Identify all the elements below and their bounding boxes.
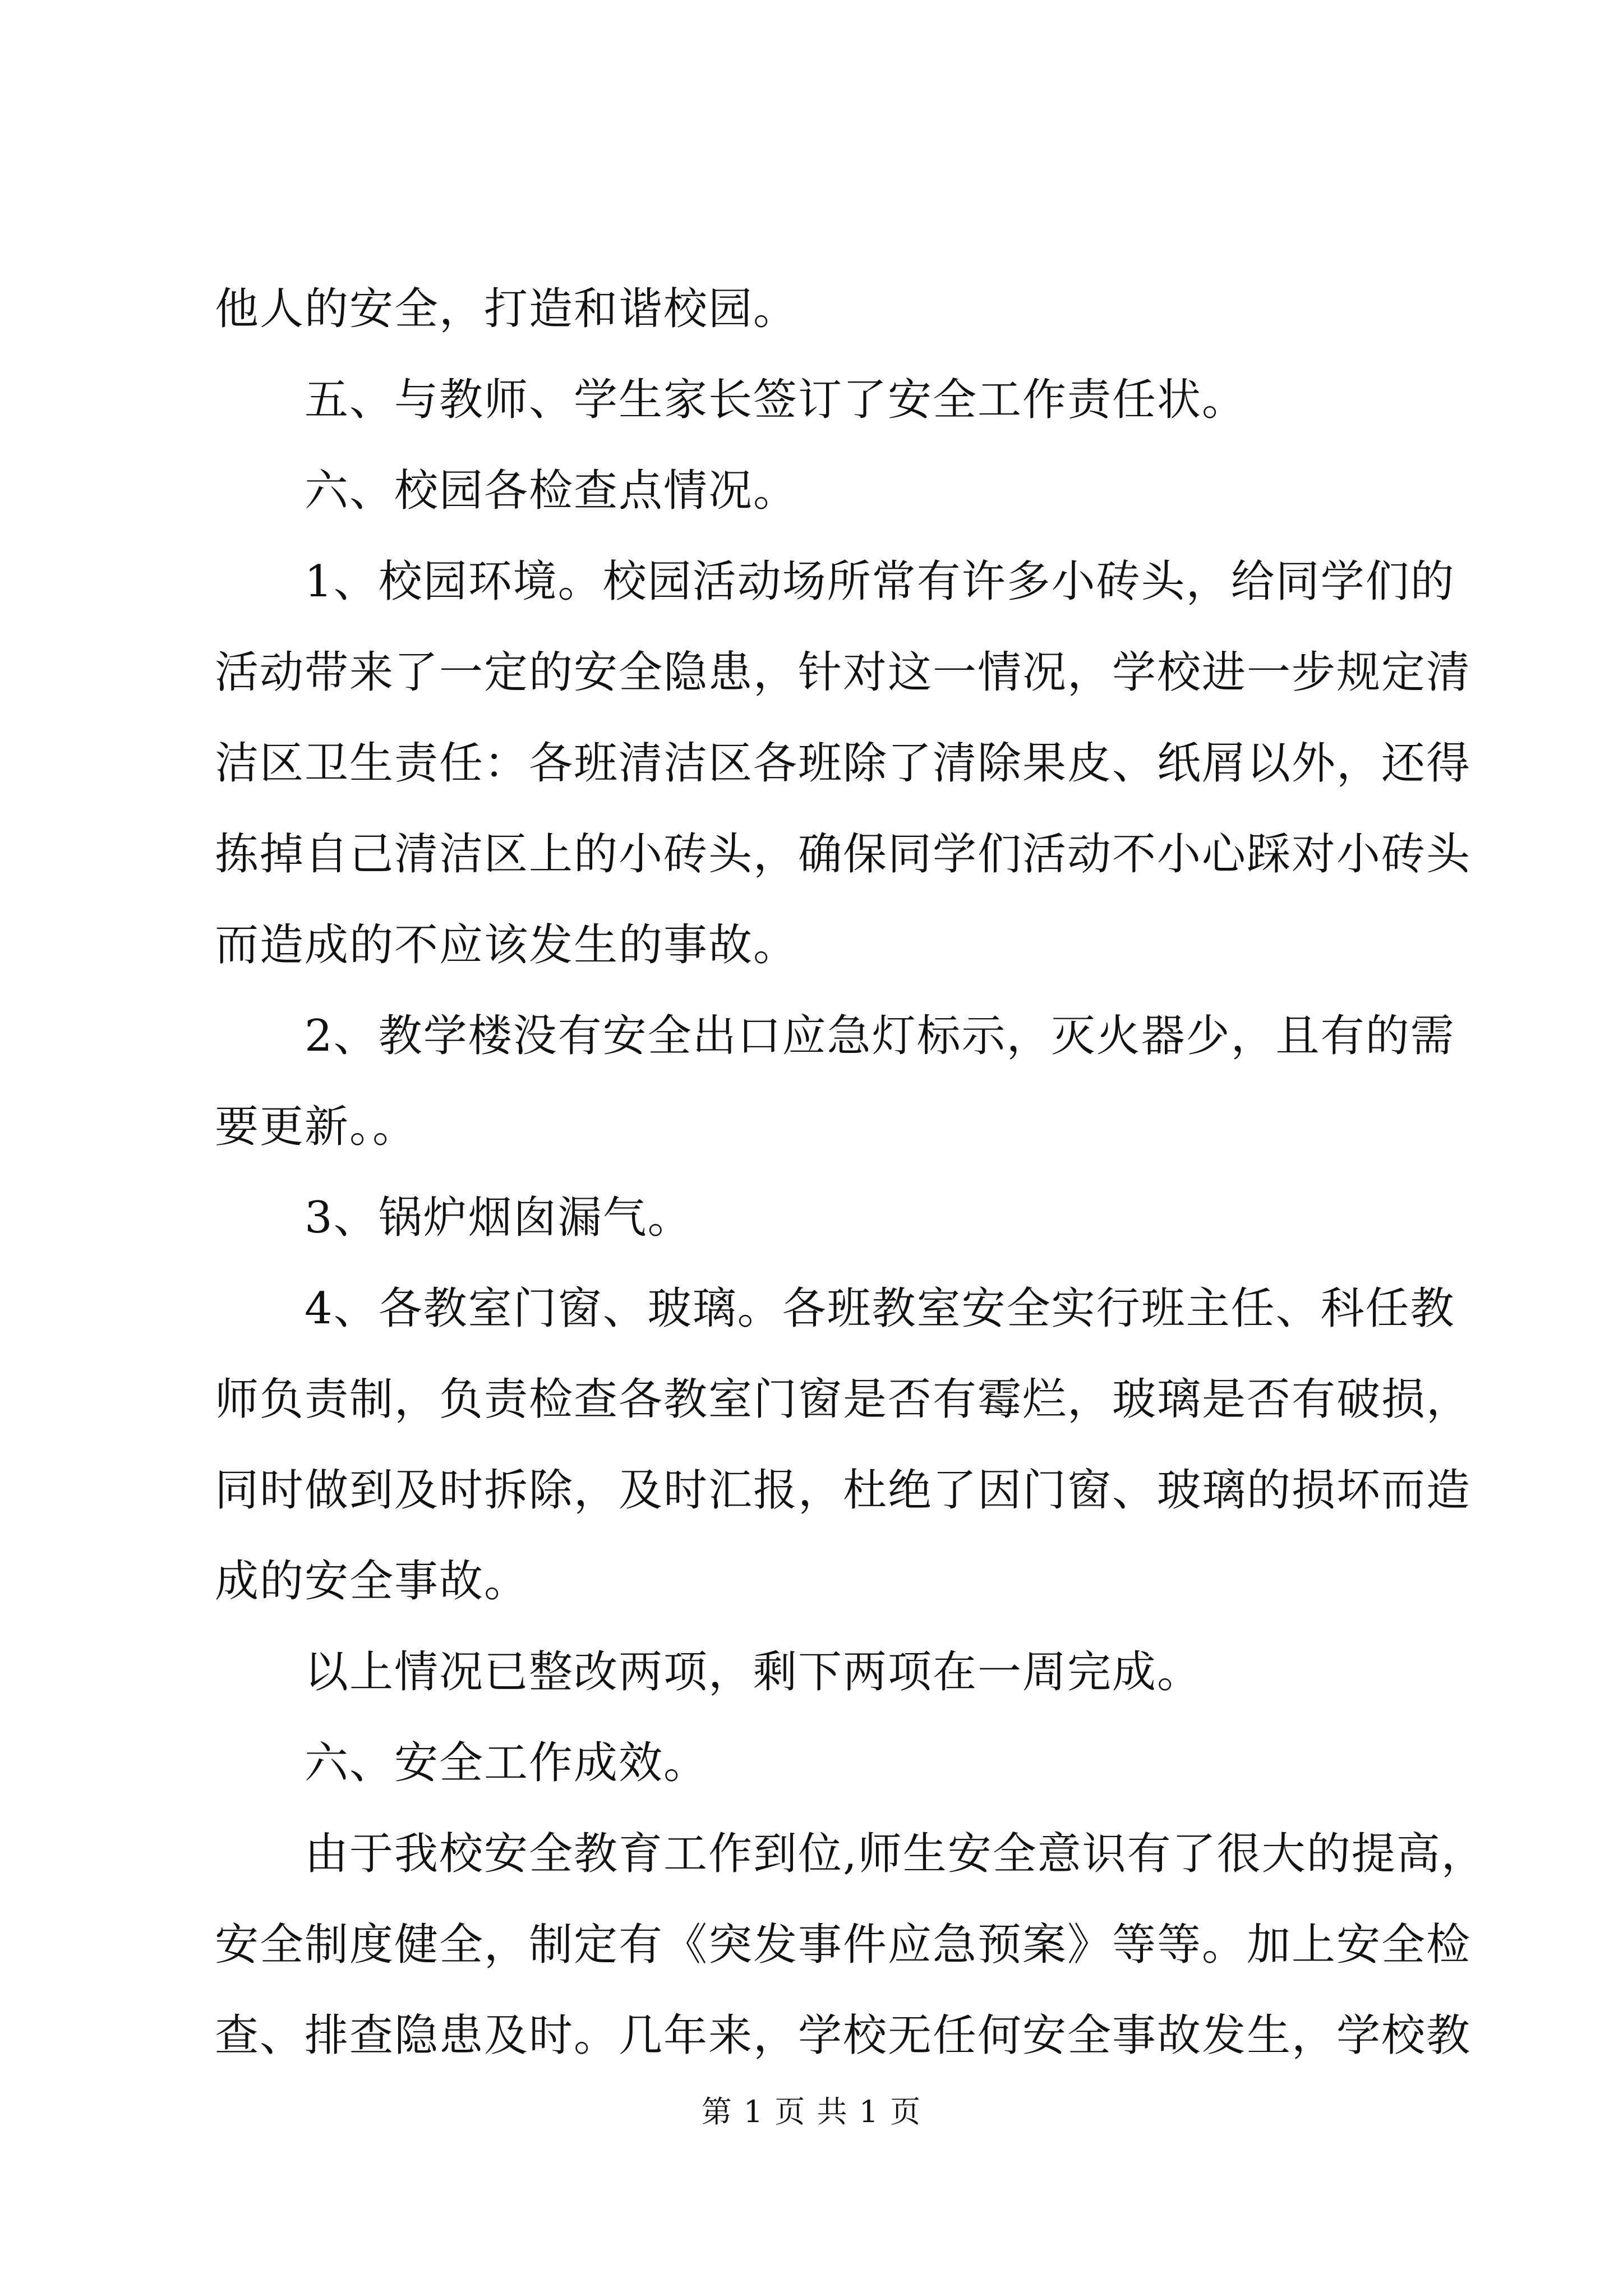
document-body bbox=[215, 264, 1486, 2081]
text-line: 3、锅炉烟囱漏气。 bbox=[305, 1193, 693, 1243]
text-line: 洁区卫生责任：各班清洁区各班除了清除果皮、纸屑以外，还得 bbox=[215, 738, 1472, 789]
text-line: 五、与教师、学生家长签订了安全工作责任状。 bbox=[305, 375, 1247, 425]
text-line: 活动带来了一定的安全隐患，针对这一情况，学校进一步规定清 bbox=[215, 647, 1472, 698]
text-line: 查、排查隐患及时。几年来，学校无任何安全事故发生，学校教 bbox=[215, 2010, 1472, 2061]
text-line: 以上情况已整改两项，剩下两项在一周完成。 bbox=[305, 1647, 1202, 1697]
text-line: 同时做到及时拆除，及时汇报，杜绝了因门窗、玻璃的损坏而造 bbox=[215, 1465, 1472, 1516]
text-line: 六、校园各检查点情况。 bbox=[305, 466, 799, 516]
text-line: 4、各教室门窗、玻璃。各班教室安全实行班主任、科任教 bbox=[305, 1283, 1455, 1334]
text-line: 师负责制，负责检查各教室门窗是否有霉烂，玻璃是否有破损， bbox=[215, 1374, 1472, 1425]
text-line: 安全制度健全，制定有《突发事件应急预案》等等。加上安全检 bbox=[215, 1920, 1472, 1970]
text-line: 要更新。。 bbox=[215, 1102, 418, 1152]
text-line: 2、教学楼没有安全出口应急灯标示，灭火器少，且有的需 bbox=[305, 1011, 1455, 1061]
text-line: 成的安全事故。 bbox=[215, 1556, 529, 1607]
text-line: 拣掉自己清洁区上的小砖头，确保同学们活动不小心踩对小砖头 bbox=[215, 829, 1472, 880]
text-line: 1、校园环境。校园活动场所常有许多小砖头，给同学们的 bbox=[305, 556, 1455, 607]
text-line: 由于我校安全教育工作到位,师生安全意识有了很大的提高， bbox=[305, 1829, 1486, 1879]
text-line: 而造成的不应该发生的事故。 bbox=[215, 920, 799, 970]
text-line: 他人的安全，打造和谐校园。 bbox=[215, 284, 799, 334]
page-number-label: 第 1 页 共 1 页 bbox=[701, 2094, 922, 2129]
text-line: 六、安全工作成效。 bbox=[305, 1738, 709, 1788]
page-footer bbox=[0, 2092, 1623, 2132]
